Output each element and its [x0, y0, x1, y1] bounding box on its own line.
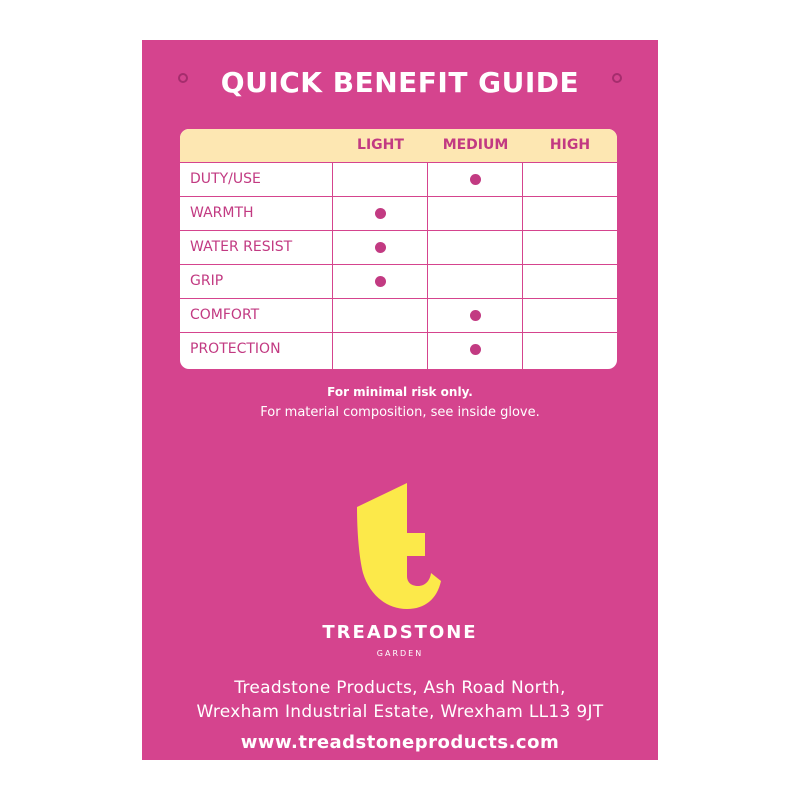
address-line-1: Treadstone Products, Ash Road North,: [234, 678, 566, 698]
website-link[interactable]: www.treadstoneproducts.com: [240, 732, 560, 753]
table-row: [180, 196, 617, 230]
brand-sub: GARDEN: [376, 649, 424, 658]
row-label-grip: GRIP: [190, 273, 224, 289]
column-divider: [332, 162, 333, 369]
column-header-medium: MEDIUM: [442, 137, 509, 153]
table-row: [180, 162, 617, 196]
rating-dot: [375, 276, 386, 287]
benefit-table: [180, 129, 617, 369]
guide-title: QUICK BENEFIT GUIDE: [220, 66, 580, 99]
table-row: [180, 264, 617, 298]
table-row: [180, 332, 617, 366]
column-header-high: HIGH: [549, 137, 591, 153]
row-label-protection: PROTECTION: [190, 341, 281, 357]
composition-note: For material composition, see inside glove.: [260, 405, 540, 420]
treadstone-t-logo-icon: [355, 481, 445, 611]
table-row: [180, 230, 617, 264]
address-line-2: Wrexham Industrial Estate, Wrexham LL13 9JT: [196, 702, 604, 722]
row-label-comfort: COMFORT: [190, 307, 260, 323]
brand-name: TREADSTONE: [322, 622, 478, 643]
rating-dot: [470, 344, 481, 355]
rating-dot: [470, 174, 481, 185]
row-label-water-resist: WATER RESIST: [190, 239, 293, 255]
column-header-light: LIGHT: [357, 137, 404, 153]
table-header: [180, 129, 617, 162]
row-label-warmth: WARMTH: [190, 205, 254, 221]
rating-dot: [375, 242, 386, 253]
benefit-guide-card: [142, 40, 658, 760]
row-label-duty-use: DUTY/USE: [190, 171, 261, 187]
rating-dot: [375, 208, 386, 219]
column-divider: [522, 162, 523, 369]
logo-t-shape: [357, 483, 441, 609]
table-row: [180, 298, 617, 332]
rating-dot: [470, 310, 481, 321]
usage-note: For minimal risk only.: [327, 385, 473, 399]
column-divider: [427, 162, 428, 369]
